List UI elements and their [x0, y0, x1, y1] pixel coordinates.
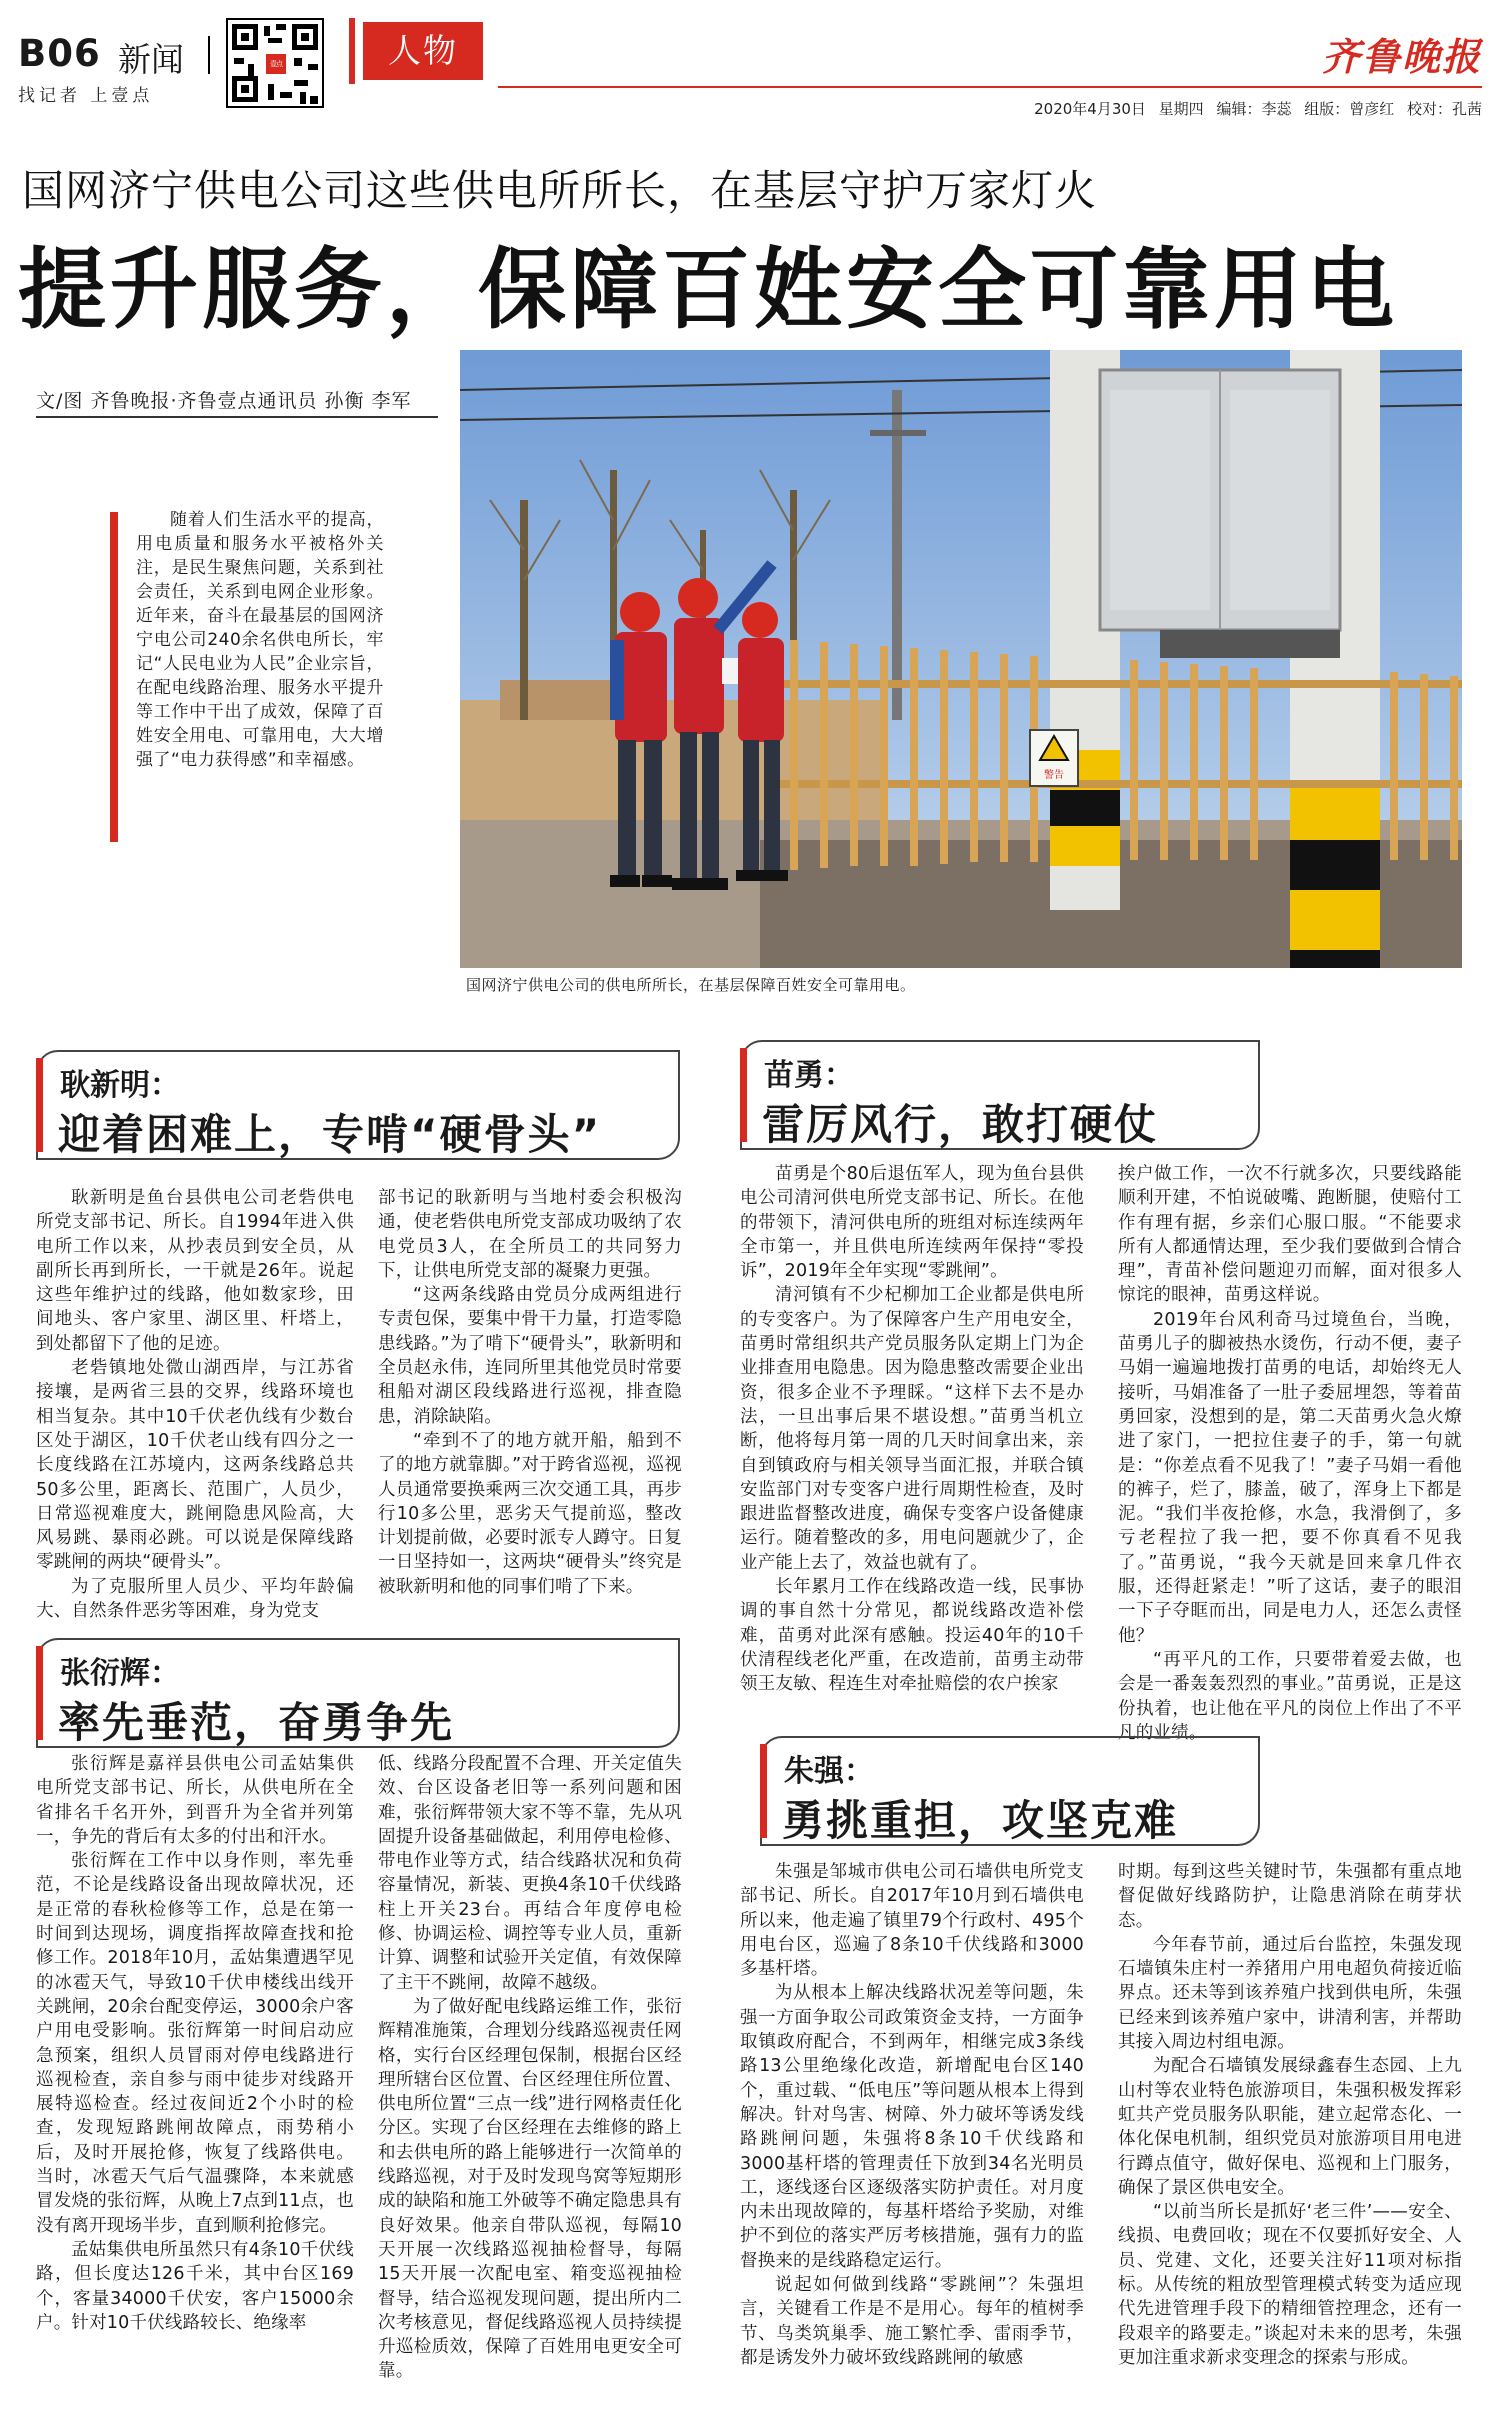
- page-number: B06: [18, 32, 101, 75]
- lead-paragraph: 随着人们生活水平的提高，用电质量和服务水平被格外关注，是民生聚焦问题，关系到社会责任，关系到电网企业形象。近年来，奋斗在最基层的国网济宁电公司240余名供电所长，牢记“人民电业为人民”企业宗旨，在配电线路治理、服务水平提升等工作中干出了成效，保障了百姓安全用电、可靠用电，大大增强了“电力获得感”和幸福感。: [136, 510, 384, 770]
- svg-text:警告: 警告: [1044, 770, 1064, 781]
- paragraph: 苗勇是个80后退伍军人，现为鱼台县供电公司清河供电所党支部书记、所长。在他的带领下，清河供电所的班组对标连续两年全市第一，并且供电所连续两年保持“零投诉”，2019年全年实现“零跳闸”。: [740, 1164, 1084, 1282]
- masthead-divider: [208, 36, 210, 74]
- paragraph: 2019年台风利奇马过境鱼台，当晚，苗勇儿子的脚被热水烫伤，行动不便，妻子马娟一遍遍地拨打苗勇的电话，却始终无人接听，马娟准备了一肚子委屈埋怨，等着苗勇回家，没想到的是，第二天苗勇火急火燎进了家门，一把拉住妻子的手，第一句就是：“你差点看不见我了！”妻子马娟一看他的裤子，烂了，膝盖，破了，浑身上下都是泥。“我们半夜抢修，水急，我滑倒了，多亏老程拉了我一把，要不你真看不见我了。”苗勇说，“我今天就是回来拿几件衣服，还得赶紧走！”听了这话，妻子的眼泪一下子夺眶而出，同是电力人，还怎么责怪他？: [1118, 1309, 1462, 1646]
- article-column: [36, 1186, 354, 1623]
- paragraph: 今年春节前，通过后台监控，朱强发现石墙镇朱庄村一养猪用户用电超负荷接近临界点。还未等到该养殖户找到供电所，朱强已经来到该养殖户家中，讲清利害，并帮助其接入周边村组电源。: [1118, 1934, 1462, 2053]
- article-supertitle: 国网济宁供电公司这些供电所所长，在基层守护万家灯火: [22, 166, 1098, 215]
- byline: 文/图 齐鲁晚报·齐鲁壹点通讯员 孙衡 李军: [36, 390, 412, 412]
- masthead: [18, 18, 1482, 118]
- paragraph: 为配合石墙镇发展绿鑫春生态园、上九山村等农业特色旅游项目，朱强积极发挥彩虹共产党员服务队职能，建立起常态化、一体化保电机制，组织党员对旅游项目用电进行蹲点值守，做好保电、巡视和上门服务，确保了景区供电安全。: [1118, 2056, 1462, 2198]
- photo-illustration: [460, 350, 1462, 968]
- section-heading-zhu: [760, 1736, 1260, 1846]
- lead-accent-bar: [110, 512, 118, 842]
- section-person-name: 张衍辉：: [60, 1656, 180, 1691]
- section-person-name: 朱强：: [784, 1754, 874, 1789]
- paragraph: 说起如何做到线路“零跳闸”？朱强坦言，关键看工作是不是用心。每年的植树季节、鸟类筑巢季、施工繁忙季、雷雨季节，都是诱发外力破坏致线路跳闸的敏感: [740, 2275, 1084, 2368]
- paragraph: “这两条线路由党员分成两组进行专责包保，要集中骨干力量，打造零隐患线路。”为了啃下“硬骨头”，耿新明和全员赵永伟，连同所里其他党员时常要租船对湖区段线路进行巡视，排查隐患，消除缺陷。: [378, 1285, 682, 1427]
- section-heading-zhang: [36, 1638, 680, 1748]
- article-column: [378, 1752, 682, 2384]
- paragraph: 部书记的耿新明与当地村委会积极沟通，使老砦供电所党支部成功吸纳了农电党员3人，在全所员工的共同努力下，让供电所党支部的凝聚力更强。: [378, 1188, 682, 1281]
- paragraph: 孟姑集供电所虽然只有4条10千伏线路，但长度达126千米，其中台区169个，客量34000千伏安，客户15000余户。针对10千伏线路较长、绝缘率: [36, 2239, 354, 2333]
- paragraph: 朱强是邹城市供电公司石墙供电所党支部书记、所长。自2017年10月到石墙供电所以来，他走遍了镇里79个行政村、495个用电台区，巡遍了8条10千伏线路和3000多基杆塔。: [740, 1862, 1084, 1980]
- section-subtitle: 率先垂范，奋勇争先: [58, 1698, 455, 1747]
- article-column: [378, 1186, 682, 1599]
- paragraph: 长年累月工作在线路改造一线，民事协调的事自然十分常见，都说线路改造补偿难，苗勇对此深有感触。投运40年的10千伏清程线老化严重，在改造前，苗勇主动带领王友敏、程连生对牵扯赔偿的农户挨家: [740, 1577, 1084, 1695]
- slogan: 找记者 上壹点: [18, 86, 154, 106]
- paragraph: 为从根本上解决线路状况差等问题，朱强一方面争取公司政策资金支持，一方面争取镇政府配合，不到两年，相继完成3条线路13公里绝缘化改造，新增配电台区140个，重过载、“低电压”等问题从根本上得到解决。针对鸟害、树障、外力破坏等诱发线路跳闸问题，朱强将8条10千伏线路和3000基杆塔的管理责任下放到34名光明员工，逐线逐台区逐级落实防护责任。对月度内未出现故障的，每基杆塔给予奖励，对维护不到位的落实严厉考核措施，强有力的监督换来的是线路稳定运行。: [740, 1983, 1084, 2271]
- section-subtitle: 迎着困难上，专啃“硬骨头”: [58, 1110, 602, 1159]
- paragraph: 为了克服所里人员少、平均年龄偏大、自然条件恶劣等困难，身为党支: [36, 1576, 354, 1622]
- qr-badge: 壹点: [264, 52, 288, 76]
- article-column: [1118, 1162, 1462, 1745]
- paragraph: 低、线路分段配置不合理、开关定值失效、台区设备老旧等一系列问题和困难，张衍辉带领大家不等不靠，先从巩固提升设备基础做起，利用停电检修、带电作业等方式，结合线路状况和负荷容量情况，新装、更换4条10千伏线路柱上开关23台。再结合年度停电检修、协调运检、调控等专业人员，重新计算、调整和试验开关定值，有效保障了主干不跳闸，故障不越级。: [378, 1754, 682, 1993]
- newspaper-logo: 齐鲁晚报: [1321, 34, 1482, 79]
- section-heading-geng: [36, 1050, 680, 1160]
- section-heading-miao: [740, 1040, 1260, 1150]
- section-name: 新闻: [118, 40, 184, 79]
- issue-meta: 2020年4月30日 星期四 编辑：李蕊 组版：曾彦红 校对：孔茜: [1034, 100, 1482, 118]
- article-column: [740, 1860, 1084, 2370]
- section-subtitle: 雷厉风行，敢打硬仗: [762, 1100, 1159, 1149]
- paragraph: 老砦镇地处微山湖西岸，与江苏省接壤，是两省三县的交界，线路环境也相当复杂。其中10千伏老仇线有少数台区处于湖区，10千伏老山线有四分之一长度线路在江苏境内，这两条线路总共50多公里，距离长、范围广，人员少，日常巡视难度大，跳闸隐患风险高，大风易跳、暴雨必跳。可以说是保障线路零跳闸的两块“硬骨头”。: [36, 1358, 354, 1573]
- qr-code-icon: [226, 18, 324, 108]
- paragraph: 张衍辉在工作中以身作则，率先垂范，不论是线路设备出现故障状况，还是正常的春秋检修等工作，总是在第一时间到达现场，调度指挥故障查找和抢修工作。2018年10月，孟姑集遭遇罕见的冰雹天气，导致10千伏申楼线出线开关跳闸，20余台配变停运，3000余户客户用电受影响。张衍辉第一时间启动应急预案，组织人员冒雨对停电线路进行巡视检查，亲自参与雨中徒步对线路开展特巡检查。经过夜间近2个小时的检查，发现短路跳闸故障点，雨势稍小后，及时开展抢修，恢复了线路供电。当时，冰雹天气后气温骤降，本来就感冒发烧的张衍辉，从晚上7点到11点，也没有离开现场半步，直到顺利抢修完。: [36, 1851, 354, 2236]
- paragraph: “再平凡的工作，只要带着爱去做，也会是一番轰轰烈烈的事业。”苗勇说，正是这份执着，也让他在平凡的岗位上作出了不平凡的业绩。: [1118, 1649, 1462, 1743]
- section-person-name: 苗勇：: [764, 1058, 854, 1093]
- byline-rule: [36, 416, 438, 418]
- article-column: [1118, 1860, 1462, 2370]
- paragraph: “牵到不了的地方就开船，船到不了的地方就靠脚。”对于跨省巡视，巡视人员通常要换乘两三次交通工具，再步行10多公里，恶劣天气提前巡，整改计划提前做，必要时派专人蹲守。日复一日坚持如一，这两块“硬骨头”终究是被耿新明和他的同事们啃了下来。: [378, 1430, 682, 1597]
- paragraph: 耿新明是鱼台县供电公司老砦供电所党支部书记、所长。自1994年进入供电所工作以来，从抄表员到安全员，从副所长再到所长，一干就是26年。说起这些年维护过的线路，他如数家珍，田间地头、客户家里、湖区里、杆塔上，到处都留下了他的足迹。: [36, 1188, 354, 1354]
- masthead-rule: [498, 86, 1482, 88]
- article-title: 提升服务，保障百姓安全可靠用电: [18, 238, 1399, 341]
- feature-photo: [460, 350, 1462, 968]
- article-column: [36, 1752, 354, 2335]
- article-column: [740, 1162, 1084, 1697]
- section-subtitle: 勇挑重担，攻坚克难: [782, 1796, 1179, 1845]
- paragraph: “以前当所长是抓好‘老三件’——安全、线损、电费回收；现在不仅要抓好安全、人员、党建、文化，还要关注好11项对标指标。从传统的粗放型管理模式转变为适应现代先进管理手段下的精细管控理念，还有一段艰辛的路要走。”谈起对未来的思考，朱强更加注重求新求变理念的探索与形成。: [1118, 2202, 1462, 2368]
- paragraph: 时期。每到这些关键时节，朱强都有重点地督促做好线路防护，让隐患消除在萌芽状态。: [1118, 1862, 1462, 1931]
- section-person-name: 耿新明：: [60, 1068, 180, 1103]
- photo-caption: 国网济宁供电公司的供电所所长，在基层保障百姓安全可靠用电。: [466, 976, 916, 994]
- paragraph: 清河镇有不少杞柳加工企业都是供电所的专变客户。为了保障客户生产用电安全，苗勇时常组织共产党员服务队定期上门为企业排查用电隐患。因为隐患整改需要企业出资，很多企业不予理睬。“这样下去不是办法，一旦出事后果不堪设想。”苗勇当机立断，他将每月第一周的几天时间拿出来，亲自到镇政府与相关领导当面汇报，并联合镇安监部门对专变客户进行周期性检查，及时跟进监督整改进度，确保专变客户设备健康运行。随着整改的多，用电问题就少了，企业产能上去了，效益也就有了。: [740, 1285, 1084, 1573]
- column-tag: 人物: [363, 22, 483, 80]
- paragraph: 挨户做工作，一次不行就多次，只要线路能顺利开建，不怕说破嘴、跑断腿，使赔付工作有理有据，乡亲们心服口服。“不能要求所有人都通情达理，至少我们要做到合情合理”，青苗补偿问题迎刃而解，面对很多人惊诧的眼神，苗勇这样说。: [1118, 1164, 1462, 1306]
- paragraph: 张衍辉是嘉祥县供电公司孟姑集供电所党支部书记、所长，从供电所在全省排名千名开外，到晋升为全省并列第一，争先的背后有太多的付出和汗水。: [36, 1754, 354, 1847]
- paragraph: 为了做好配电线路运维工作，张衍辉精准施策，合理划分线路巡视责任网格，实行台区经理包保制，根据台区经理所辖台区位置、台区经理住所位置、供电所位置“三点一线”进行网格责任化分区。实现了台区经理在去维修的路上和去供电所的路上能够进行一次简单的线路巡视，对于及时发现鸟窝等短期形成的缺陷和施工外破等不确定隐患具有良好效果。他亲自带队巡视，每隔10天开展一次线路巡视抽检督导，每隔15天开展一次配电室、箱变巡视抽检督导，结合巡视发现问题，提出所内二次考核意见，督促线路巡视人员持续提升巡检质效，保障了百姓用电更安全可靠。: [378, 1996, 682, 2382]
